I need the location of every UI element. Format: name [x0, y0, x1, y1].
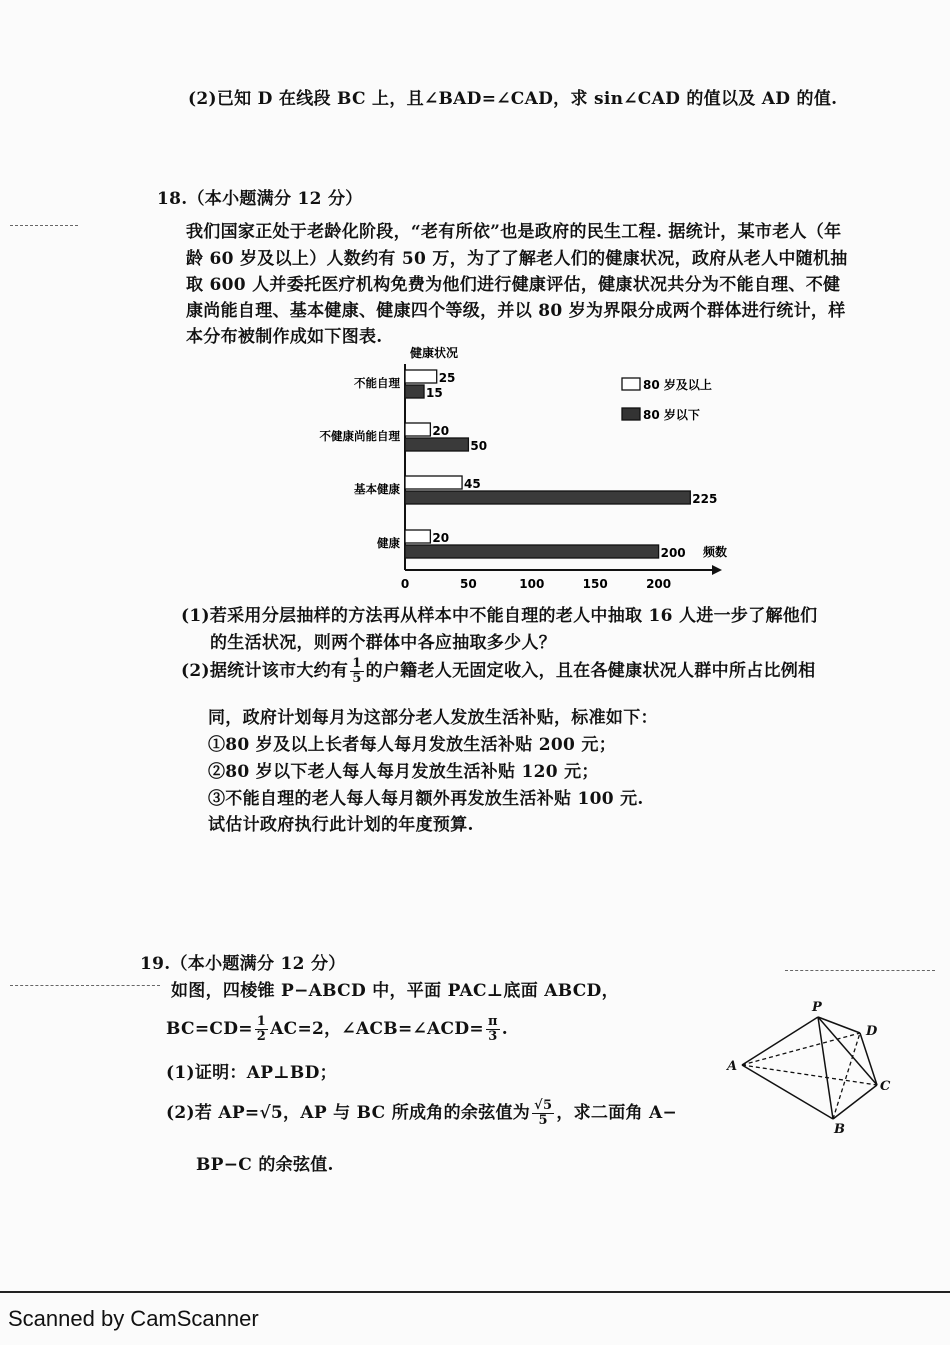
q18-part2-line: 同，政府计划每月为这部分老人发放生活补贴，标准如下： — [208, 708, 658, 728]
margin-dash — [785, 970, 935, 971]
edge-bc — [833, 1085, 877, 1119]
q18-para-line: 取 600 人并委托医疗机构免费为他们进行健康评估，健康状况共分为不能自理、不健 — [186, 275, 841, 295]
fraction-root5-over-5 — [532, 1099, 554, 1128]
q19-line1: 如图，四棱锥 P−ABCD 中，平面 PAC⊥底面 ABCD， — [171, 981, 619, 1001]
bar-80-plus — [405, 530, 430, 543]
legend-label-80-plus: 80 岁及以上 — [643, 378, 712, 392]
q18-header: 18.（本小题满分 12 分） — [157, 189, 363, 209]
fraction-one-fifth — [350, 657, 363, 686]
label-b: B — [834, 1122, 845, 1135]
x-tick-label: 150 — [582, 577, 608, 591]
health-status-bar-chart — [0, 0, 950, 600]
chart-y-axis-label: 健康状况 — [410, 346, 459, 360]
x-tick-label: 100 — [519, 577, 545, 591]
bar-value-label: 25 — [438, 371, 456, 385]
margin-dash — [10, 985, 160, 986]
edge-cd — [860, 1033, 877, 1085]
legend-swatch-under-80 — [622, 408, 640, 420]
category-label: 不健康尚能自理 — [319, 429, 400, 443]
legend-swatch-80-plus — [622, 378, 640, 390]
edge-ap — [742, 1017, 818, 1065]
legend-label-under-80: 80 岁以下 — [643, 408, 700, 422]
q18-part2-lead: (2)据统计该市大约有 — [181, 661, 349, 681]
edge-ab — [742, 1065, 833, 1119]
pyramid-figure — [720, 995, 900, 1135]
bar-value-label: 45 — [464, 477, 481, 491]
bar-80-plus — [405, 423, 430, 436]
edge-ac-hidden — [742, 1065, 877, 1085]
fraction-one-half — [255, 1015, 268, 1044]
q18-part2-first-line — [181, 656, 815, 686]
bar-under-80 — [405, 491, 690, 504]
q18-part2-line: ①80 岁及以上长者每人每月发放生活补贴 200 元； — [208, 735, 616, 755]
frac-numerator: 1 — [256, 1014, 267, 1029]
q18-para-line: 本分布被制作成如下图表. — [186, 327, 383, 347]
bar-under-80 — [405, 385, 424, 398]
frac-numerator: π — [487, 1014, 498, 1029]
q19-part2-line2: BP−C 的余弦值. — [196, 1155, 334, 1175]
bar-value-label: 200 — [660, 546, 686, 560]
x-tick-label: 200 — [646, 577, 672, 591]
frac-denominator: 3 — [488, 1029, 498, 1044]
q18-para-line: 龄 60 岁及以上）人数约有 50 万，为了了解老人们的健康状况，政府从老人中随机抽 — [186, 249, 848, 269]
q19-line2 — [166, 1014, 508, 1044]
label-p: P — [812, 1000, 822, 1015]
q19-part2-line1 — [166, 1098, 677, 1128]
category-label: 不能自理 — [354, 376, 400, 390]
category-label: 健康 — [377, 536, 400, 550]
x-tick-label: 0 — [400, 577, 410, 591]
q19-part2-a: (2)若 AP=√5，AP 与 BC 所成角的余弦值为 — [166, 1103, 531, 1123]
frac-denominator: 5 — [538, 1113, 548, 1128]
q19-part2-b: ，求二面角 A− — [556, 1103, 678, 1123]
q18-para-line: 我们国家正处于老龄化阶段，“老有所依”也是政府的民生工程. 据统计，某市老人（年 — [186, 222, 842, 242]
q19-part1: (1)证明：AP⊥BD； — [166, 1063, 337, 1083]
x-tick-label: 50 — [460, 577, 477, 591]
q18-part1-line: 的生活状况，则两个群体中各应抽取多少人？ — [210, 633, 556, 653]
frac-numerator: √5 — [534, 1098, 553, 1113]
bar-value-label: 50 — [470, 439, 488, 453]
bar-under-80 — [405, 545, 659, 558]
edge-ad-hidden — [742, 1033, 860, 1065]
bar-value-label: 20 — [432, 531, 450, 545]
bar-under-80 — [405, 438, 468, 451]
q19-line2-a: BC=CD= — [166, 1019, 253, 1039]
frac-numerator: 1 — [352, 656, 362, 671]
q18-para-line: 康尚能自理、基本健康、健康四个等级，并以 80 岁为界限分成两个群体进行统计，样 — [186, 301, 846, 321]
footer-watermark: Scanned by CamScanner — [8, 1306, 259, 1331]
q19-header: 19.（本小题满分 12 分） — [140, 954, 346, 974]
q18-part2-tail: 的户籍老人无固定收入，且在各健康状况人群中所占比例相 — [365, 661, 816, 681]
fraction-pi-third — [486, 1015, 500, 1044]
category-label: 基本健康 — [354, 482, 400, 496]
edge-bd-hidden — [833, 1033, 860, 1119]
bar-80-plus — [405, 476, 462, 489]
bar-value-label: 20 — [432, 424, 450, 438]
x-axis-arrow — [712, 565, 722, 575]
bar-value-label: 15 — [426, 386, 443, 400]
q17-part2: (2)已知 D 在线段 BC 上，且∠BAD=∠CAD，求 sin∠CAD 的值以及 AD 的值. — [188, 89, 838, 109]
frac-denominator: 5 — [352, 671, 362, 686]
q19-line2-b: AC=2，∠ACB=∠ACD= — [270, 1019, 484, 1039]
label-d: D — [866, 1024, 878, 1039]
q18-part2-line: 试估计政府执行此计划的年度预算. — [208, 815, 474, 835]
bar-80-plus — [405, 370, 437, 383]
q18-part2-line: ③不能自理的老人每人每月额外再发放生活补贴 100 元. — [208, 789, 644, 809]
q18-part1-line: (1)若采用分层抽样的方法再从样本中不能自理的老人中抽取 16 人进一步了解他们 — [181, 606, 818, 626]
bottom-rule — [0, 1291, 950, 1293]
label-c: C — [880, 1079, 891, 1094]
bar-value-label: 225 — [692, 492, 718, 506]
q18-part2-line: ②80 岁以下老人每人每月发放生活补贴 120 元； — [208, 762, 599, 782]
label-a: A — [727, 1059, 738, 1074]
q19-line2-c: . — [501, 1019, 509, 1039]
frac-denominator: 2 — [256, 1029, 267, 1044]
chart-x-axis-label: 频数 — [703, 545, 728, 559]
